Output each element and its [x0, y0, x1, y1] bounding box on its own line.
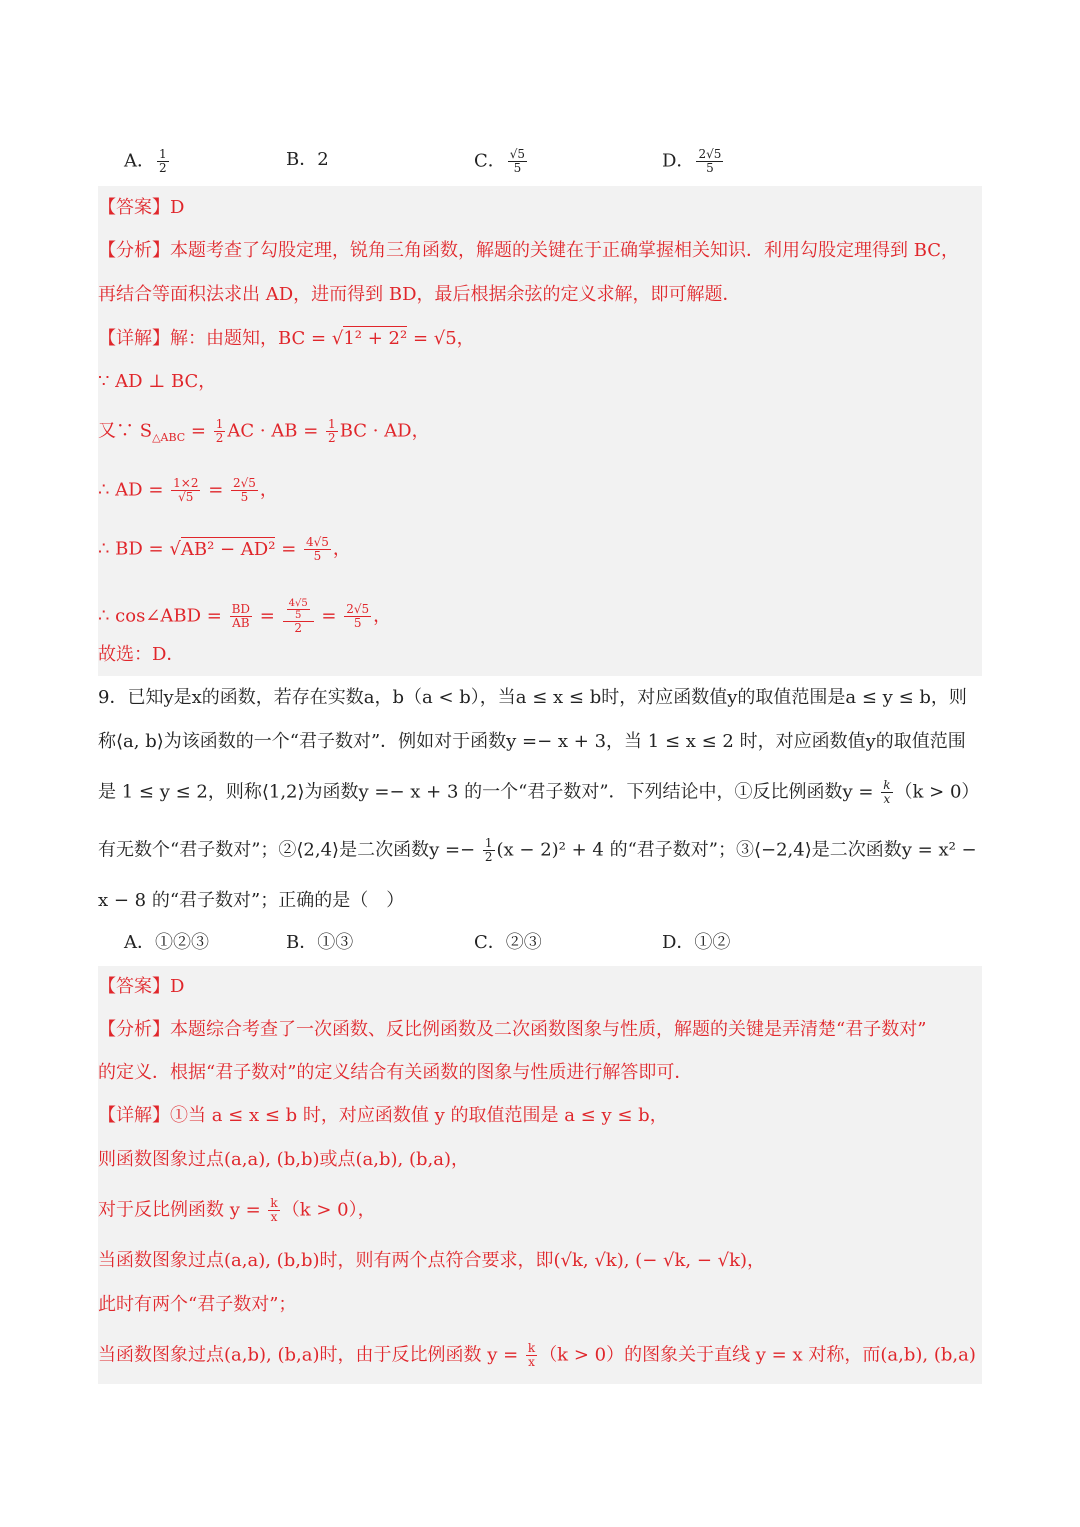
ad-prefix: ∴ AD =: [98, 479, 170, 501]
bd-result-numerator: 4√5: [306, 535, 329, 549]
detail-line3-num: k: [270, 1196, 278, 1210]
half-numerator-2: 1: [328, 417, 336, 431]
option-c: [474, 148, 529, 175]
detail-q8-bc: 【详解】解：由题知，BC = √1² + 2² = √5，: [98, 328, 475, 349]
cos-result-denominator: 5: [353, 616, 362, 630]
question-9-line3: [98, 779, 979, 806]
detail-line3-fraction: [268, 1197, 279, 1224]
ad-fraction: [171, 477, 200, 504]
bd-equals: =: [275, 538, 302, 560]
question-9-line1: 9．已知y是x的函数，若存在实数a，b（a < b），当a ≤ x ≤ b时，对应函数值y的取值范围是a ≤ y ≤ b，则: [98, 687, 967, 708]
cos-result-fraction: [344, 603, 371, 630]
half-denominator-1: 2: [215, 431, 224, 445]
area-tail: BC · AD，: [339, 420, 430, 442]
half-fraction-2: [326, 418, 338, 445]
q9-half-den: 2: [484, 850, 493, 864]
step-bd: ∴ BD = √AB² − AD² = $\frac{4√5}{5}$ ，: [98, 535, 351, 563]
option-d: [662, 148, 725, 175]
option-b: B．2: [286, 149, 329, 170]
detail-q9-line6: [98, 1342, 976, 1369]
option-a-label: A．: [124, 150, 155, 172]
detail-q9-line5: 此时有两个“君子数对”；: [98, 1294, 297, 1315]
q9-line4-tail: (x − 2)² + 4 的“君子数对”；③⟨−2,4⟩是二次函数y = x² −: [496, 839, 977, 861]
cos-inner-fraction: [287, 598, 310, 621]
detail-line6-num: k: [527, 1341, 536, 1355]
question-9-line4: [98, 837, 977, 864]
step-ad: [98, 477, 278, 504]
option-c-denominator: 5: [513, 161, 522, 175]
ad-numerator: 1×2: [173, 476, 199, 490]
bc-result: = √5，: [407, 328, 475, 349]
cos-prefix: ∴ cos∠ABD =: [98, 605, 228, 627]
analysis-q8-line1: 【分析】本题考查了勾股定理，锐角三角函数，解题的关键在于正确掌握相关知识．利用勾股定理得到 BC，: [98, 240, 960, 261]
detail-q9-line2: 则函数图象过点(a,a), (b,b)或点(a,b), (b,a)，: [98, 1149, 469, 1170]
option-d-denominator: 5: [706, 161, 714, 175]
option-c-label: C．: [474, 150, 506, 172]
q9-half-num: 1: [484, 836, 493, 850]
ad-result-numerator: 2√5: [233, 476, 256, 490]
area-subscript: △ABC: [152, 431, 186, 445]
cos-compound-denominator: 2: [294, 621, 302, 635]
answer-q8: 【答案】D: [98, 197, 185, 218]
detail-q9-line3: [98, 1197, 376, 1224]
q9-half: [483, 837, 495, 864]
detail-line6-den: x: [528, 1355, 535, 1369]
detail-q9-line1: 【详解】①当 a ≤ x ≤ b 时，对应函数值 y 的取值范围是 a ≤ y ≤ b，: [98, 1105, 668, 1126]
q9-option-d: D．①②: [662, 932, 731, 953]
option-d-label: D．: [662, 150, 695, 172]
option-a-fraction: [157, 148, 169, 175]
detail-line6-fraction: [526, 1342, 537, 1369]
bd-prefix: ∴ BD =: [98, 538, 170, 560]
ad-result-denominator: 5: [240, 490, 249, 504]
q9-option-c: C．②③: [474, 932, 542, 953]
option-a: [124, 148, 171, 175]
bd-comma: ，: [332, 538, 351, 560]
q9-line3-condition: （k > 0）: [894, 781, 980, 803]
step-perpendicular: ∵ AD ⊥ BC，: [98, 371, 217, 392]
option-a-denominator: 2: [159, 161, 167, 175]
q9-line4-text: 有无数个“君子数对”；②⟨2,4⟩是二次函数y =−: [98, 839, 481, 861]
detail-prefix: 【详解】解：由题知，BC =: [98, 328, 332, 349]
question-9-line5: x − 8 的“君子数对”；正确的是（ ）: [98, 890, 405, 911]
cos-denominator: AB: [232, 616, 250, 630]
cos-compound-numerator: [283, 598, 314, 622]
option-d-fraction: [696, 148, 723, 175]
half-denominator-2: 2: [328, 431, 336, 445]
q9-k-over-x: [881, 779, 892, 806]
bd-result-fraction: [304, 536, 331, 563]
ad-denominator: √5: [178, 490, 194, 504]
ad-comma: ，: [259, 479, 278, 501]
answer-q9: 【答案】D: [98, 976, 185, 997]
bd-result-denominator: 5: [313, 549, 322, 563]
q9-x: x: [883, 792, 891, 806]
cos-result-numerator: 2√5: [346, 602, 370, 616]
option-c-numerator: √5: [509, 147, 526, 161]
choose-q8: 故选：D．: [98, 644, 185, 665]
q9-option-a: A．①②③: [124, 932, 209, 953]
cos-compound-fraction: [283, 598, 314, 635]
detail-line6-tail: （k > 0）的图象关于直线 y = x 对称，而(a,b), (b,a): [539, 1344, 976, 1366]
area-middle: AC · AB =: [227, 420, 325, 442]
analysis-q8-line2: 再结合等面积法求出 AD，进而得到 BD，最后根据余弦的定义求解，即可解题．: [98, 284, 741, 305]
detail-q9-line4: 当函数图象过点(a,a), (b,b)时，则有两个点符合要求，即(√k, √k), (− √k, − √k)，: [98, 1250, 766, 1271]
half-fraction-1: [214, 418, 226, 445]
step-cos: ∴ cos∠ABD = $\frac{BD}{AB}$ = $\frac{\frac{4√5}{5}}{2}$ = $\frac{2√5}{5}$ ，: [98, 598, 392, 635]
analysis-q9-line2: 的定义．根据“君子数对”的定义结合有关函数的图象与性质进行解答即可．: [98, 1062, 693, 1083]
area-prefix: 又∵ S: [98, 420, 153, 442]
cos-comma: ，: [373, 605, 392, 627]
ad-result-fraction: [231, 477, 258, 504]
area-equals: =: [185, 420, 212, 442]
detail-line6-text: 当函数图象过点(a,b), (b,a)时，由于反比例函数 y =: [98, 1344, 524, 1366]
cos-inner-denominator: 5: [294, 610, 302, 621]
ad-equals: =: [202, 479, 229, 501]
option-c-fraction: [508, 148, 527, 175]
bc-radicand: 1² + 2²: [343, 328, 408, 349]
cos-fraction: [230, 603, 252, 630]
step-area: [98, 418, 430, 450]
q9-option-b: B．①③: [286, 932, 354, 953]
question-9-line2: 称⟨a, b⟩为该函数的一个“君子数对”．例如对于函数y =− x + 3，当 1 ≤ x ≤ 2 时，对应函数值y的取值范围: [98, 731, 966, 752]
cos-numerator: BD: [231, 602, 251, 616]
option-a-numerator: 1: [159, 147, 167, 161]
q9-k: k: [883, 778, 891, 792]
bd-radicand: AB² − AD²: [180, 538, 276, 560]
analysis-q9-line1: 【分析】本题综合考查了一次函数、反比例函数及二次函数图象与性质，解题的关键是弄清楚“君子数对”: [98, 1019, 927, 1040]
detail-line3-den: x: [270, 1210, 278, 1224]
option-d-numerator: 2√5: [698, 147, 722, 161]
detail-line3-text: 对于反比例函数 y =: [98, 1199, 267, 1221]
q9-line3-text: 是 1 ≤ y ≤ 2，则称⟨1,2⟩为函数y =− x + 3 的一个“君子数对”．下列结论中，①反比例函数y =: [98, 781, 880, 803]
half-numerator-1: 1: [215, 417, 224, 431]
cos-inner-numerator: 4√5: [288, 598, 308, 609]
detail-line3-tail: （k > 0），: [281, 1199, 376, 1221]
